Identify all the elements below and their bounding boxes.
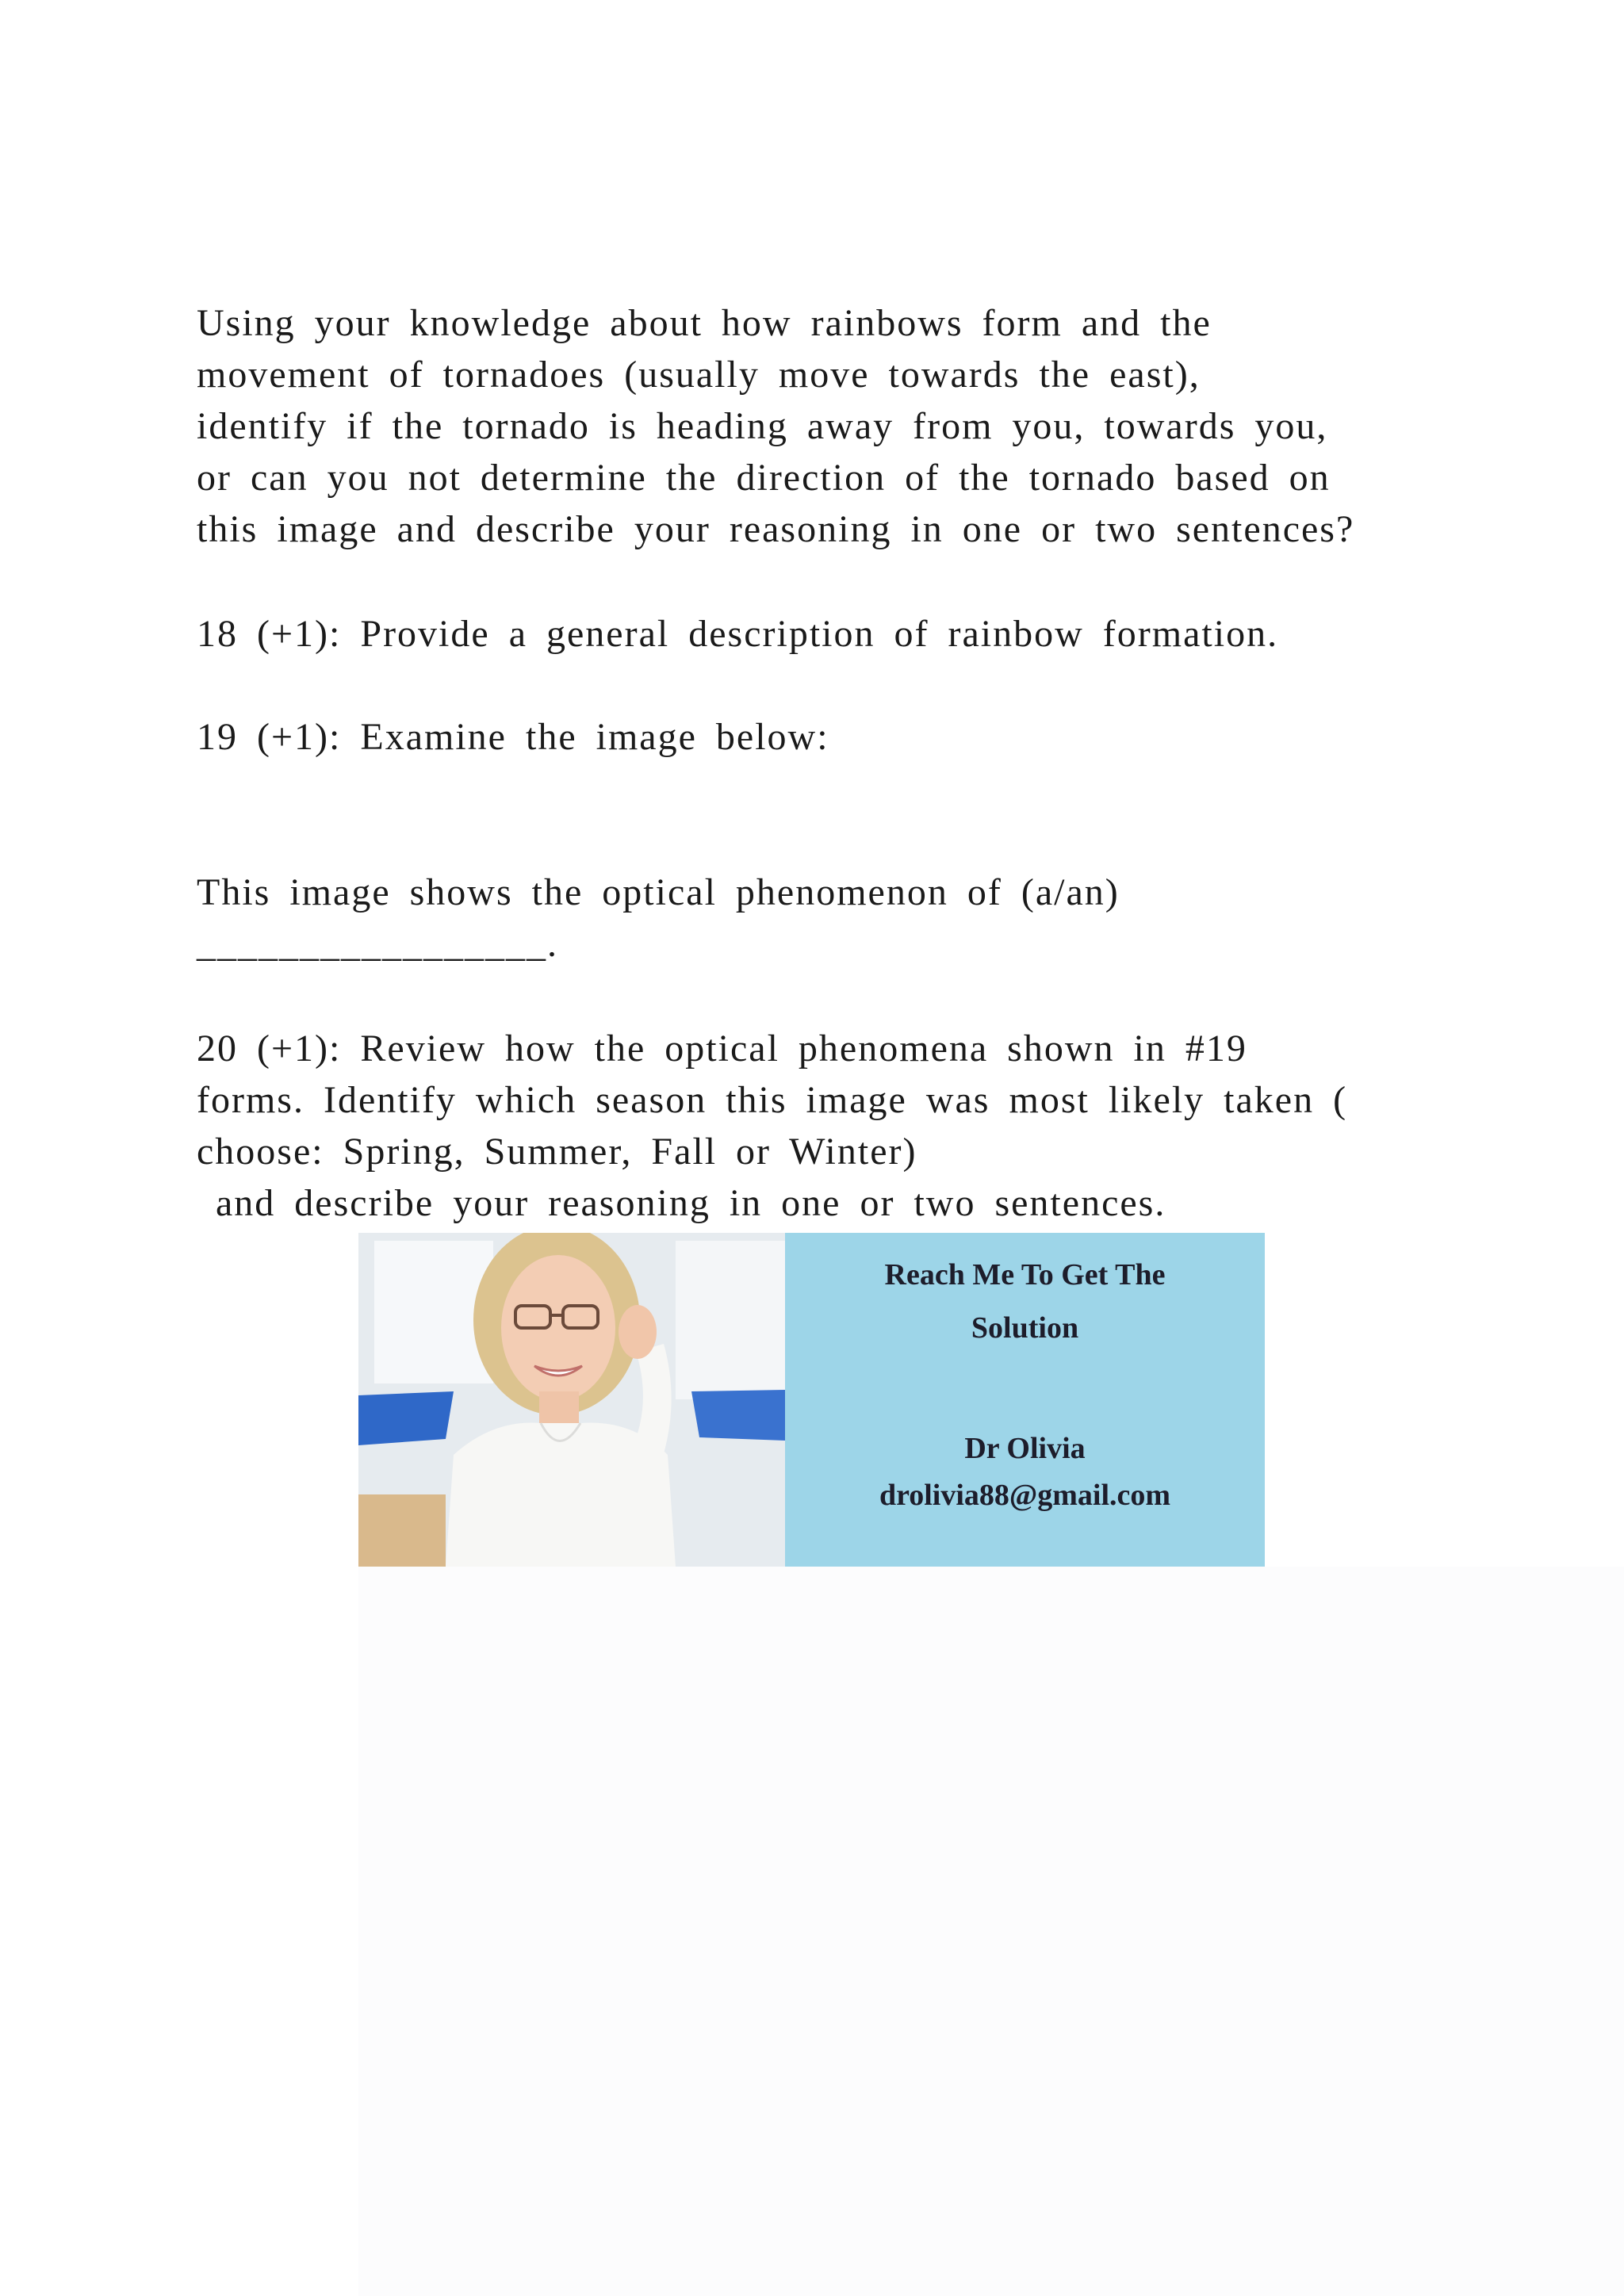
- text-line: Using your knowledge about how rainbows form and the: [197, 302, 1212, 344]
- blank-image-area: [358, 1567, 1624, 2296]
- text-line: forms. Identify which season this image was most likely taken (: [197, 1079, 1348, 1121]
- ad-headline-2: Solution: [971, 1311, 1079, 1345]
- question-18: 18 (+1): Provide a general description of rainbow formation.: [197, 613, 1279, 655]
- text-line: or can you not determine the direction of the tornado based on: [197, 457, 1331, 499]
- contact-email[interactable]: drolivia88@gmail.com: [879, 1479, 1171, 1512]
- text-line: movement of tornadoes (usually move towards the east),: [197, 354, 1201, 396]
- person-photo: [358, 1233, 785, 1567]
- question-19: 19 (+1): Examine the image below:: [197, 716, 829, 758]
- text-line: this image and describe your reasoning in one or two sentences?: [197, 508, 1355, 550]
- contact-name: Dr Olivia: [964, 1432, 1086, 1465]
- ad-headline: Reach Me To Get The: [884, 1258, 1166, 1292]
- text-line: and describe your reasoning in one or two sentences.: [197, 1182, 1166, 1224]
- question-20: 20 (+1): Review how the optical phenomena shown in #19: [197, 1027, 1247, 1070]
- answer-blank: _________________.: [197, 923, 558, 965]
- ad-banner: [358, 1233, 1265, 1567]
- text-line: choose: Spring, Summer, Fall or Winter): [197, 1131, 917, 1173]
- contact-panel: [785, 1233, 1265, 1567]
- text-line: This image shows the optical phenomenon of (a/an): [197, 871, 1120, 913]
- text-line: identify if the tornado is heading away from you, towards you,: [197, 405, 1328, 447]
